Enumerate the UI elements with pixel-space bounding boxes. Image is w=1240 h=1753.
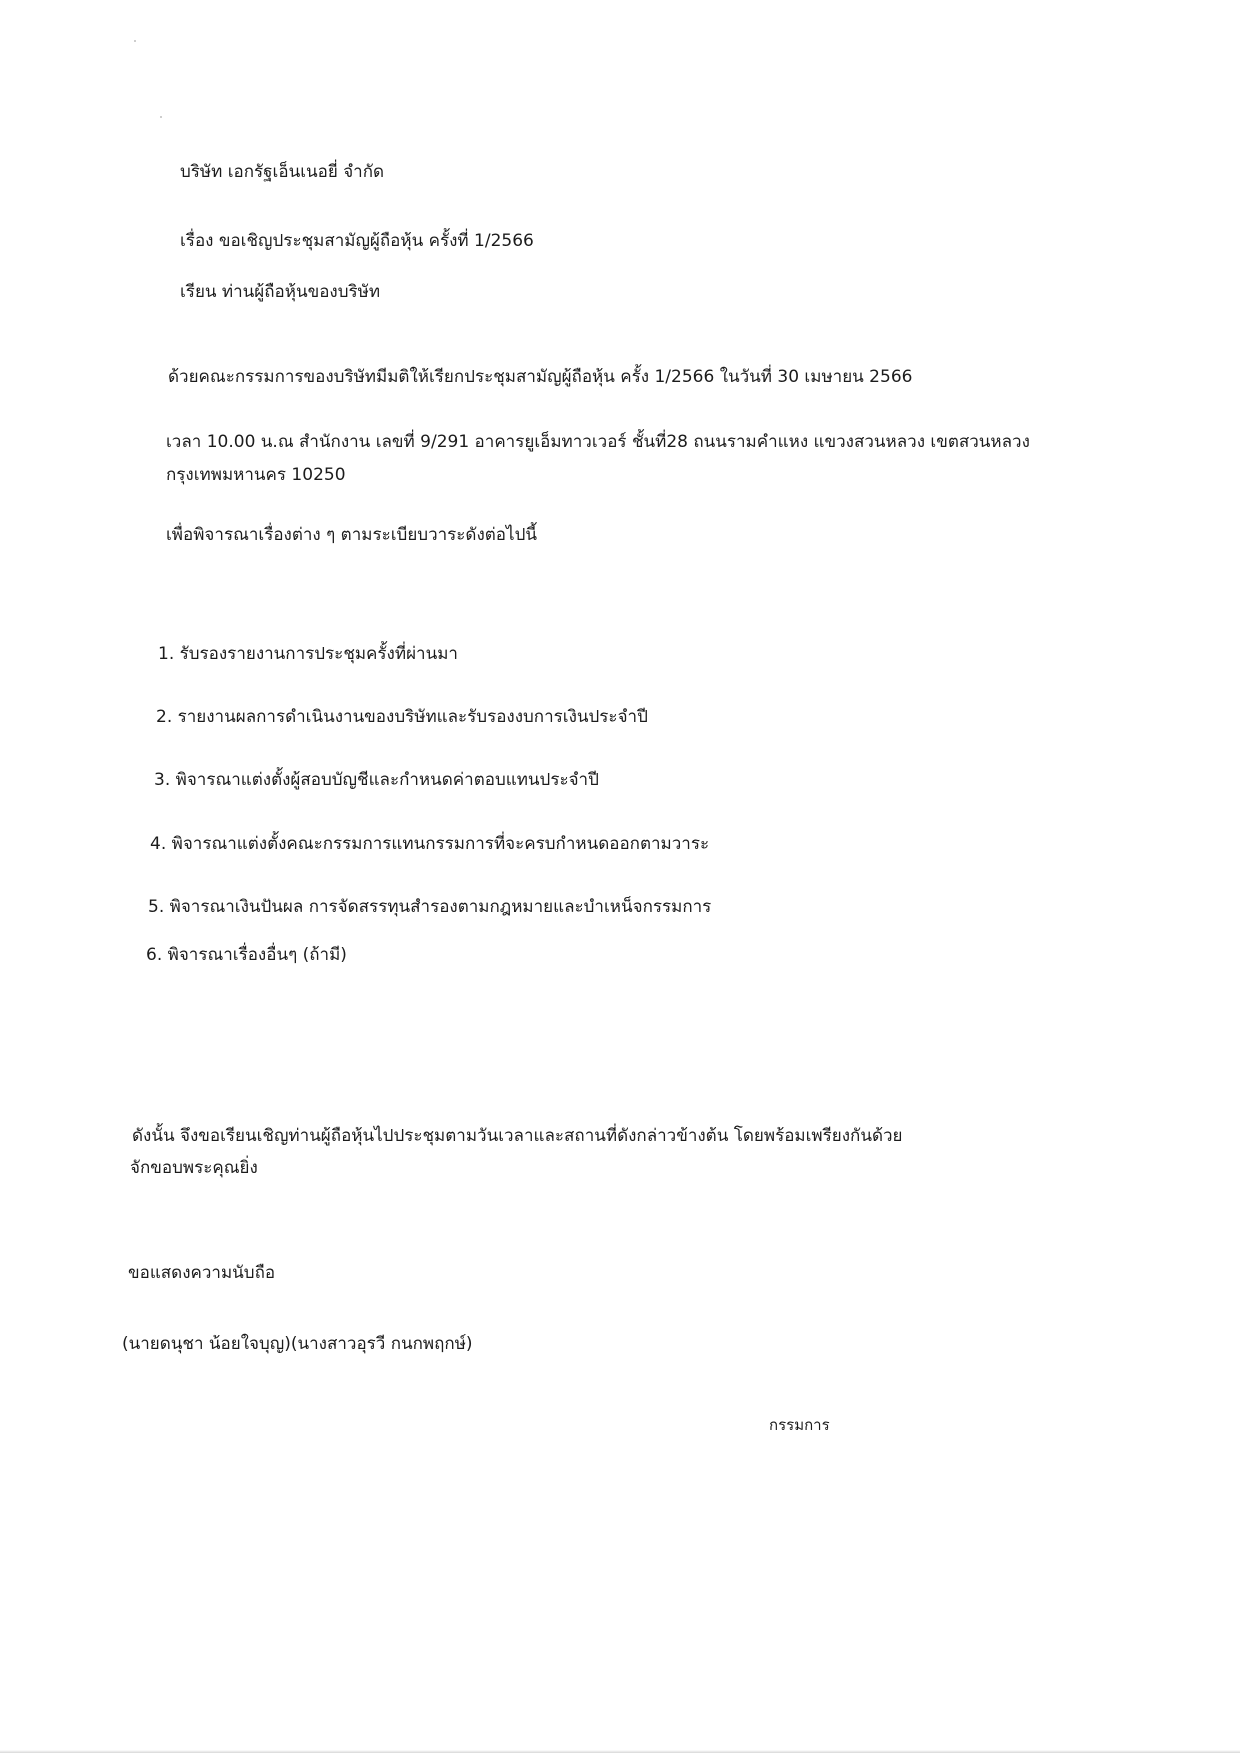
signatories: (นายดนุชา น้อยใจบุญ)(นางสาวอุรวี กนกพฤกษ์) xyxy=(122,1334,473,1354)
agenda-item: 3. พิจารณาแต่งตั้งผู้สอบบัญชีและกำหนดค่าตอบแทนประจำปี xyxy=(154,770,599,790)
subject-line: เรื่อง ขอเชิญประชุมสามัญผู้ถือหุ้น ครั้งที่ 1/2566 xyxy=(180,231,534,251)
body-line-1: ด้วยคณะกรรมการของบริษัทมีมติให้เรียกประชุมสามัญผู้ถือหุ้น ครั้ง 1/2566 ในวันที่ 30 เมษายน 2566 xyxy=(168,367,913,387)
agenda-item: 5. พิจารณาเงินปันผล การจัดสรรทุนสำรองตามกฎหมายและบำเหน็จกรรมการ xyxy=(148,897,712,917)
regards: ขอแสดงความนับถือ xyxy=(128,1263,276,1283)
company-name: บริษัท เอกรัฐเอ็นเนอยี่ จำกัด xyxy=(180,162,385,182)
signatory-title: กรรมการ xyxy=(769,1416,830,1434)
agenda-item: 4. พิจารณาแต่งตั้งคณะกรรมการแทนกรรมการที่จะครบกำหนดออกตามวาระ xyxy=(150,834,710,854)
agenda-item: 2. รายงานผลการดำเนินงานของบริษัทและรับรองงบการเงินประจำปี xyxy=(156,707,648,727)
agenda-item: 6. พิจารณาเรื่องอื่นๆ (ถ้ามี) xyxy=(146,945,347,965)
closing-line-2: จักขอบพระคุณยิ่ง xyxy=(130,1158,258,1178)
scan-speck xyxy=(134,40,136,42)
body-line-3: กรุงเทพมหานคร 10250 xyxy=(166,465,346,485)
closing-line-1: ดังนั้น จึงขอเรียนเชิญท่านผู้ถือหุ้นไปประชุมตามวันเวลาและสถานที่ดังกล่าวข้างต้น โดยพร้อมเพรียงกันด้วย xyxy=(132,1126,903,1146)
salutation: เรียน ท่านผู้ถือหุ้นของบริษัท xyxy=(180,282,381,302)
body-line-4: เพื่อพิจารณาเรื่องต่าง ๆ ตามระเบียบวาระดังต่อไปนี้ xyxy=(166,525,537,545)
scan-speck xyxy=(160,116,162,118)
agenda-item: 1. รับรองรายงานการประชุมครั้งที่ผ่านมา xyxy=(158,644,458,664)
body-line-2: เวลา 10.00 น.ณ สำนักงาน เลขที่ 9/291 อาคารยูเอ็มทาวเวอร์ ชั้นที่28 ถนนรามคำแหง แขวงสวนหลวง เขตสวนหลวง xyxy=(166,432,1030,452)
